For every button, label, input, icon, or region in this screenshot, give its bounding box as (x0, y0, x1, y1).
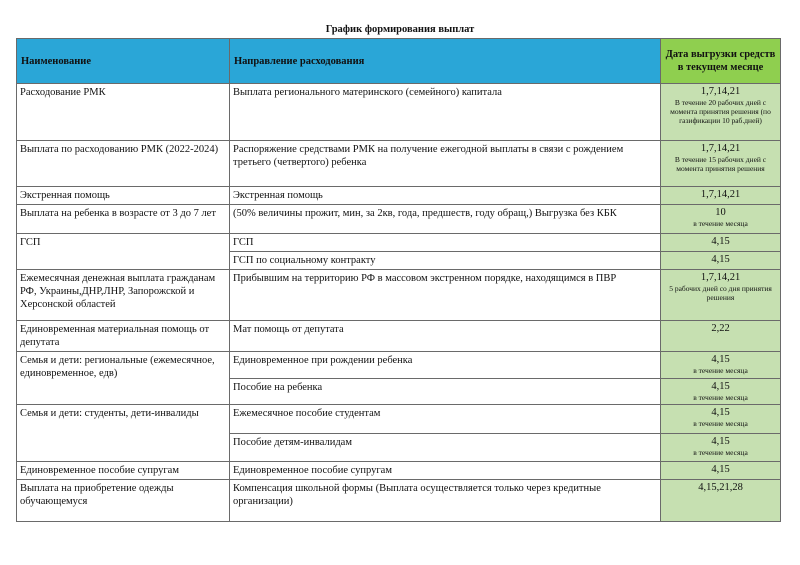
cell-date (661, 462, 781, 480)
cell-direction: Пособие на ребенка (230, 379, 661, 405)
cell-date (661, 84, 781, 141)
cell-name: Экстренная помощь (17, 187, 230, 205)
cell-date (661, 234, 781, 252)
cell-date (661, 270, 781, 321)
date-note: В течение 20 рабочих дней с момента принятия решения (по газификации 10 раб.дней) (670, 98, 771, 125)
cell-name: Единовременное пособие супругам (17, 462, 230, 480)
date-value: 4,15 (711, 354, 730, 365)
date-value: 1,7,14,21 (700, 86, 741, 97)
cell-name: Расходование РМК (17, 84, 230, 141)
date-value: 1,7,14,21 (700, 272, 741, 283)
cell-name: Единовременная материальная помощь от депутата (17, 321, 230, 352)
table-row (17, 405, 781, 434)
date-note: 5 рабочих дней со дня принятия решения (669, 284, 772, 302)
date-note: в течение месяца (693, 366, 748, 375)
page-title: График формирования выплат (325, 24, 475, 35)
cell-direction: Распоряжение средствами РМК на получение ежегодной выплаты в связи с рождением третьего (четвертого) ребенка (230, 141, 661, 187)
table-row (17, 187, 781, 205)
table-row (17, 462, 781, 480)
cell-direction: Ежемесячное пособие студентам (230, 405, 661, 434)
table-row (17, 480, 781, 522)
cell-name: Выплата на ребенка в возрасте от 3 до 7 лет (17, 205, 230, 234)
date-note: В течение 15 рабочих дней с момента принятия решения (674, 155, 767, 173)
cell-direction: ГСП (230, 234, 661, 252)
date-note: в течение месяца (693, 448, 748, 457)
table-row (17, 84, 781, 141)
date-value: 4,15 (711, 464, 730, 475)
cell-direction: Мат помощь от депутата (230, 321, 661, 352)
date-value: 4,15 (711, 254, 730, 265)
cell-date (661, 141, 781, 187)
cell-date (661, 352, 781, 379)
date-value: 4,15 (711, 381, 730, 392)
cell-name: Семья и дети: студенты, дети-инвалиды (17, 405, 230, 462)
date-value: 1,7,14,21 (700, 189, 741, 200)
table-row (17, 141, 781, 187)
header-name: Наименование (17, 39, 230, 84)
cell-direction: Экстренная помощь (230, 187, 661, 205)
cell-name: Семья и дети: региональные (ежемесячное, единовременное, едв) (17, 352, 230, 405)
cell-direction: Единовременное пособие супругам (230, 462, 661, 480)
cell-direction: Единовременное при рождении ребенка (230, 352, 661, 379)
date-value: 4,15 (711, 236, 730, 247)
cell-date (661, 434, 781, 462)
cell-name: ГСП (17, 234, 230, 270)
cell-name: Выплата на приобретение одежды обучающемуся (17, 480, 230, 522)
date-note: в течение месяца (693, 219, 748, 228)
cell-direction: Прибывшим на территорию РФ в массовом экстренном порядке, находящимся в ПВР (230, 270, 661, 321)
header-date: Дата выгрузки средств в текущем месяце (661, 39, 781, 84)
date-note: в течение месяца (693, 419, 748, 428)
cell-direction: Выплата регионального материнского (семейного) капитала (230, 84, 661, 141)
cell-date (661, 379, 781, 405)
table-row (17, 270, 781, 321)
date-value: 10 (715, 207, 726, 218)
date-value: 1,7,14,21 (700, 143, 741, 154)
cell-date (661, 187, 781, 205)
payment-schedule-table (16, 38, 781, 522)
table-header-row (17, 39, 781, 84)
cell-date (661, 252, 781, 270)
date-value: 4,15 (711, 407, 730, 418)
cell-direction: (50% величины прожит, мин, за 2кв, года, предшеств, году обращ,) Выгрузка без КБК (230, 205, 661, 234)
cell-name: Выплата по расходованию РМК (2022-2024) (17, 141, 230, 187)
header-direction: Направление расходования (230, 39, 661, 84)
date-value: 4,15,21,28 (698, 482, 743, 493)
table-row (17, 352, 781, 379)
cell-date (661, 480, 781, 522)
table-row (17, 234, 781, 252)
date-value: 2,22 (711, 323, 730, 334)
cell-name: Ежемесячная денежная выплата гражданам РФ, Украины,ДНР,ЛНР, Запорожской и Херсонской областей (17, 270, 230, 321)
cell-direction: ГСП по социальному контракту (230, 252, 661, 270)
date-value: 4,15 (711, 436, 730, 447)
table-row (17, 321, 781, 352)
cell-date (661, 405, 781, 434)
table-row (17, 205, 781, 234)
cell-date (661, 205, 781, 234)
cell-direction: Компенсация школьной формы (Выплата осуществляется только через кредитные организации) (230, 480, 661, 522)
cell-date (661, 321, 781, 352)
cell-direction: Пособие детям-инвалидам (230, 434, 661, 462)
date-note: в течение месяца (693, 393, 748, 402)
